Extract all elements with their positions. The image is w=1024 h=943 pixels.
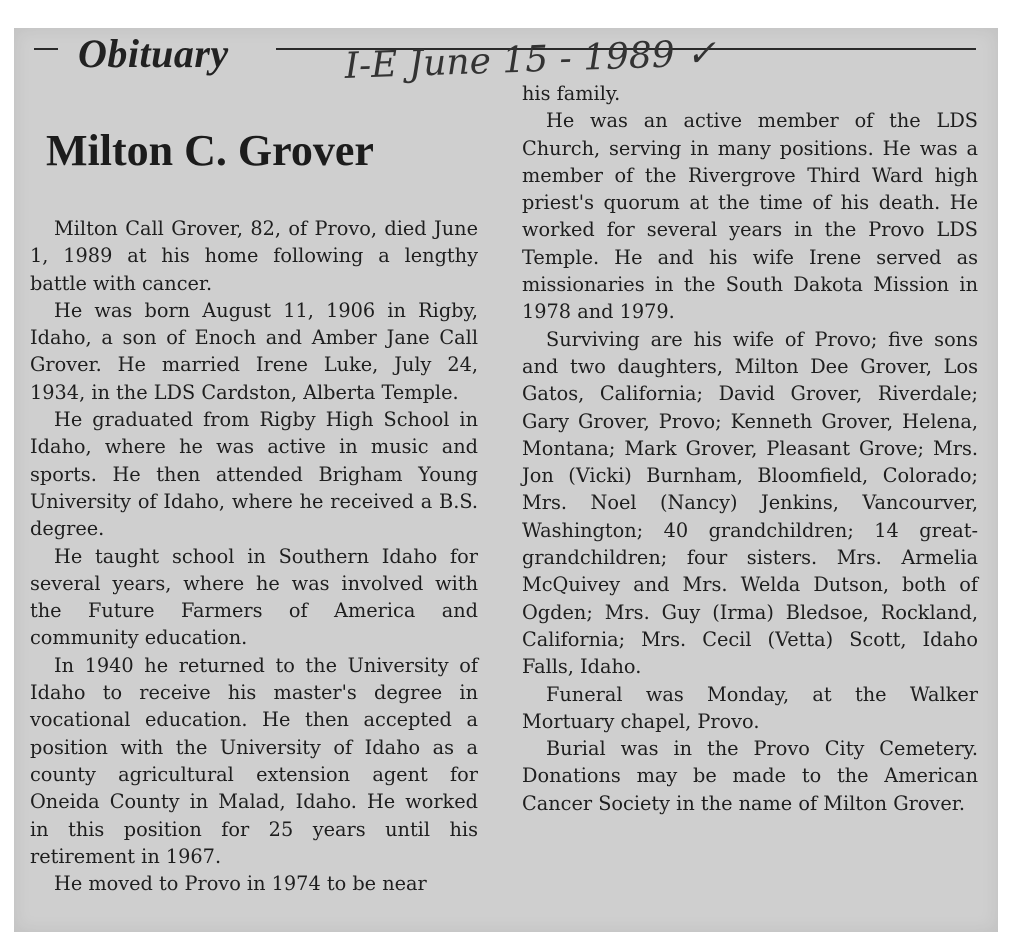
header-rule-left	[34, 48, 58, 50]
handwritten-date-note: I-E June 15 - 1989 ✓	[344, 33, 717, 87]
obituary-headline: Milton C. Grover	[46, 126, 374, 175]
paragraph: Funeral was Monday, at the Walker Mortuary chapel, Provo.	[522, 682, 978, 733]
paragraph: Milton Call Grover, 82, of Provo, died June 1, 1989 at his home following a lengthy battle with cancer.	[30, 217, 478, 295]
paragraph: Surviving are his wife of Provo; five sons and two daughters, Milton Dee Grover, Los Gatos, California; David Grover, Riverdale; Gary Grover, Provo; Kenneth Grover, Helena, Montana; Mark Grover, Pleasant Grove; Mrs. Jon (Vicki) Burnham, Bloomfield, Colorado; Mrs. Noel (Nancy) Jenkins, Vancourver, Washington; 40 grandchildren; 14 great-grandchildren; four sisters. Mrs. Armelia McQuivey and Mrs. Welda Dutson, both of Ogden; Mrs. Guy (Irma) Bledsoe, Rockland, California; Mrs. Cecil (Vetta) Scott, Idaho Falls, Idaho.	[522, 327, 978, 679]
article-column-left	[30, 215, 478, 897]
article-column-right	[522, 80, 978, 817]
paragraph-continuation: his family.	[522, 82, 621, 105]
paragraph: He was an active member of the LDS Church, serving in many positions. He was a member of the Rivergrove Third Ward high priest's quorum at the time of his death. He worked for several years in the Provo LDS Temple. He and his wife Irene served as missionaries in the South Dakota Mission in 1978 and 1979.	[522, 109, 978, 324]
newspaper-clipping	[14, 28, 998, 932]
paragraph: He moved to Provo in 1974 to be near	[54, 872, 427, 896]
paragraph: He taught school in Southern Idaho for several years, where he was involved with the Future Farmers of America and community education.	[30, 544, 478, 650]
paragraph: In 1940 he returned to the University of Idaho to receive his master's degree in vocational education. He then accepted a position with the University of Idaho as a county agricultural extension agent for Oneida County in Malad, Idaho. He worked in this position for 25 years until his retirement in 1967.	[30, 653, 478, 868]
section-label: Obituary	[78, 31, 229, 76]
paragraph: Burial was in the Provo City Cemetery. Donations may be made to the American Cancer Society in the name of Milton Grover.	[522, 737, 978, 815]
paragraph: He was born August 11, 1906 in Rigby, Idaho, a son of Enoch and Amber Jane Call Grover. He married Irene Luke, July 24, 1934, in the LDS Cardston, Alberta Temple.	[30, 298, 478, 404]
paragraph: He graduated from Rigby High School in Idaho, where he was active in music and sports. He then attended Brigham Young University of Idaho, where he received a B.S. degree.	[30, 408, 478, 541]
